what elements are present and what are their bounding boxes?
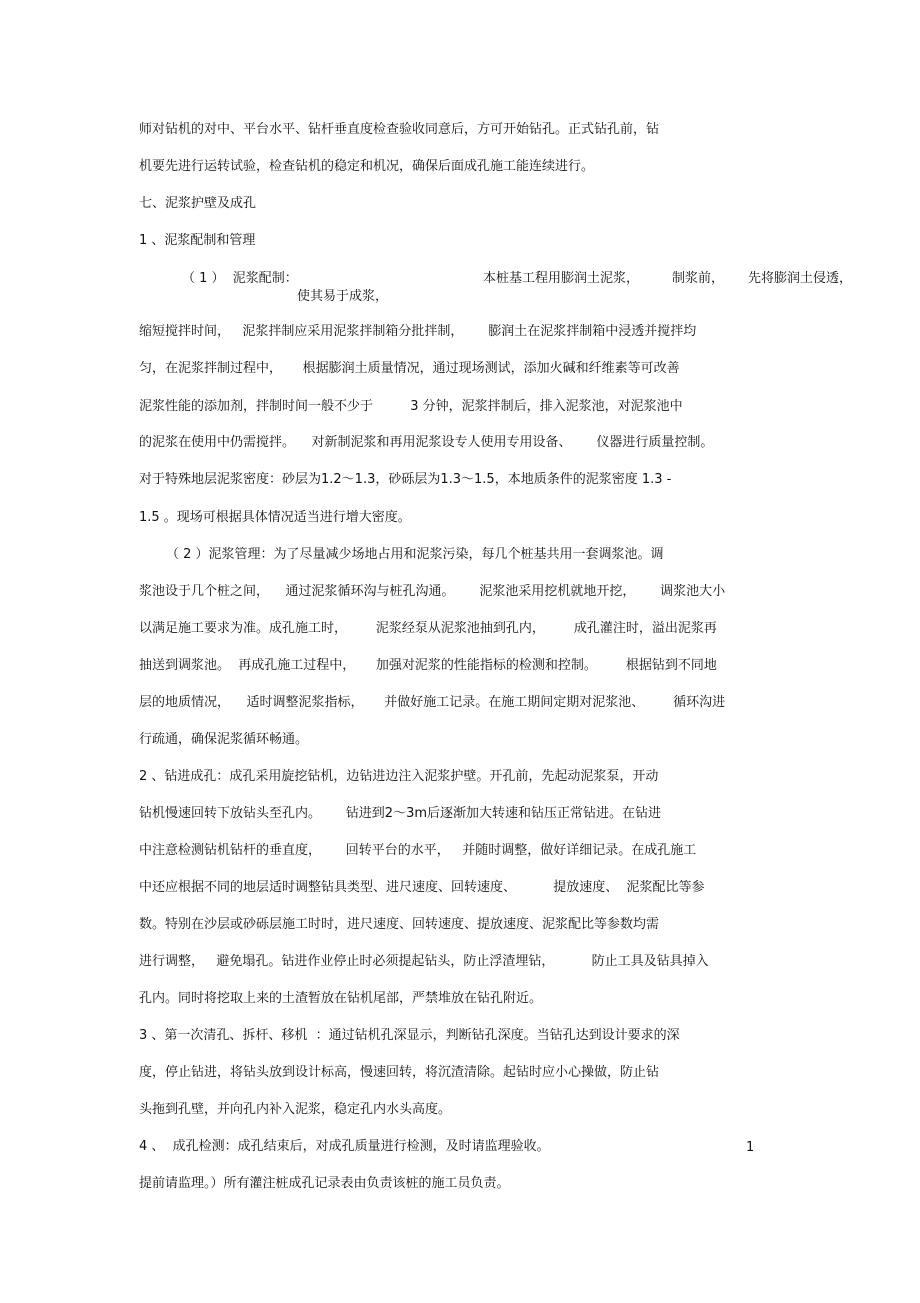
text-line: 数。特别在沙层或砂砾层施工时时，进尺速度、回转速度、提放速度、泥浆配比等参数均需 <box>139 917 660 932</box>
text-line: （ 2 ）泥浆管理：为了尽量减少场地占用和泥浆污染，每几个桩基共用一套调浆池。调 <box>166 547 664 562</box>
text-line: 制浆前， <box>672 271 725 286</box>
text-line: 孔内。同时将挖取上来的土渣暂放在钻机尾部，严禁堆放在钻孔附近。 <box>139 991 543 1006</box>
text-line: 头拖到孔壁，并向孔内补入泥浆，稳定孔内水头高度。 <box>139 1102 452 1117</box>
text-line: 匀，在泥浆拌制过程中， 根据膨润土质量情况，通过现场测试，添加火碱和纤维素等可改善 <box>139 361 680 376</box>
text-line: 以满足施工要求为准。成孔施工时， 泥浆经泵从泥浆池抽到孔内， 成孔灌注时，溢出泥浆再 <box>139 621 717 636</box>
text-line: 机要先进行运转试验，检查钻机的稳定和机况，确保后面成孔施工能连续进行。 <box>139 159 595 174</box>
text-line: 钻机慢速回转下放钻头至孔内。 钻进到2～3m后逐渐加大转速和钻压正常钻进。在钻进 <box>139 806 661 821</box>
text-line: 度，停止钻进，将钻头放到设计标高，慢速回转，将沉渣清除。起钻时应小心操做，防止钻 <box>139 1065 660 1080</box>
section-heading: 七、泥浆护壁及成孔 <box>139 196 257 211</box>
text-line: （ 1 ） 泥浆配制： <box>182 271 298 286</box>
text-line: 泥浆性能的添加剂，拌制时间一般不少于 3 分钟，泥浆拌制后，排入泥浆池，对泥浆池中 <box>139 399 683 414</box>
text-line: 3 、第一次清孔、拆杆、移机 ：通过钻机孔深显示，判断钻孔深度。当钻孔达到设计要求的深 <box>139 1028 680 1043</box>
text-line: 进行调整， 避免塌孔。钻进作业停止时必须提起钻头，防止浮渣埋钻， 防止工具及钻具掉入 <box>139 954 709 969</box>
text-line: 使其易于成浆， <box>297 289 389 304</box>
text-line: 层的地质情况， 适时调整泥浆指标， 并做好施工记录。在施工期间定期对泥浆池、 循环沟进 <box>139 695 726 710</box>
text-line: 抽送到调浆池。 再成孔施工过程中， 加强对泥浆的性能指标的检测和控制。 根据钻到不同地 <box>139 658 717 673</box>
text-line: 对于特殊地层泥浆密度：砂层为1.2～1.3，砂砾层为1.3～1.5，本地质条件的泥浆密度 1.3 - <box>139 472 672 487</box>
text-line: 浆池设于几个桩之间， 通过泥浆循环沟与桩孔沟通。 泥浆池采用挖机就地开挖， 调浆池大小 <box>139 584 726 599</box>
text-line: 提前请监理。）所有灌注桩成孔记录表由负责该桩的施工员负责。 <box>139 1176 510 1191</box>
text-line: 中注意检测钻机钻杆的垂直度， 回转平台的水平， 并随时调整，做好详细记录。在成孔施工 <box>139 843 697 858</box>
text-line: 1.5 。现场可根据具体情况适当进行增大密度。 <box>139 510 411 525</box>
text-line: 本桩基工程用膨润土泥浆， <box>483 271 640 286</box>
text-line: 2 、钻进成孔：成孔采用旋挖钻机，边钻进边注入泥浆护壁。开孔前，先起动泥浆泵，开动 <box>139 769 659 784</box>
text-line: 先将膨润土侵透， <box>748 271 853 286</box>
subsection-heading: 1 、泥浆配制和管理 <box>139 233 256 248</box>
text-line: 缩短搅拌时间， 泥浆拌制应采用泥浆拌制箱分批拌制， 膨润土在泥浆拌制箱中浸透并搅拌均 <box>139 324 697 339</box>
text-line: 师对钻机的对中、平台水平、钻杆垂直度检查验收同意后，方可开始钻孔。正式钻孔前，钻 <box>139 122 660 137</box>
text-line: 行疏通，确保泥浆循环畅通。 <box>139 732 309 747</box>
text-line: 中还应根据不同的地层适时调整钻具类型、进尺速度、回转速度、 提放速度、 泥浆配比等参 <box>139 880 705 895</box>
text-line: 的泥浆在使用中仍需搅拌。 对新制泥浆和再用泥浆设专人使用专用设备、 仪器进行质量控制。 <box>139 435 714 450</box>
page-number: 1 <box>746 1140 755 1155</box>
text-line: 4 、 成孔检测：成孔结束后，对成孔质量进行检测，及时请监理验收。 <box>139 1139 550 1154</box>
